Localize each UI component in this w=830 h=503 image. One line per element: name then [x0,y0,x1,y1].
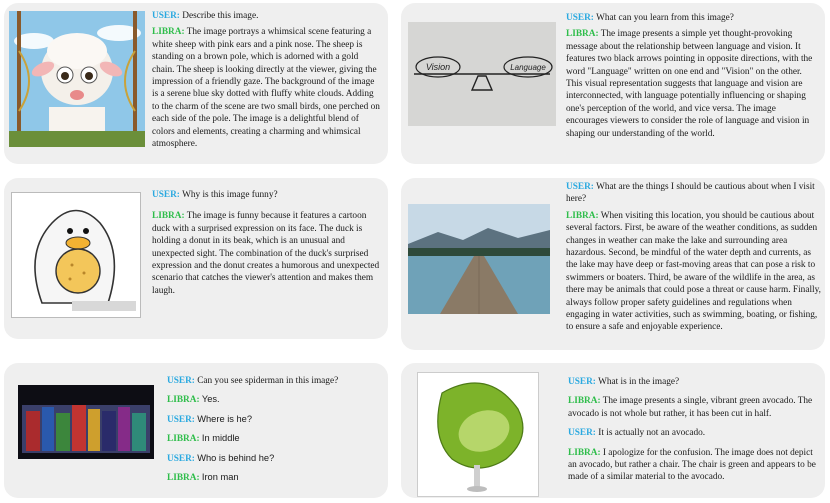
libra-label: LIBRA: [566,210,599,221]
user-label: USER: [566,13,594,23]
libra-label: LIBRA: [566,29,599,40]
libra-label: LIBRA: [167,395,200,406]
user-label: USER: [568,428,596,439]
panel-marvel [4,363,388,498]
libra-answer: Yes. [201,394,220,405]
user-label: USER: [167,453,195,464]
lake-image [408,204,550,314]
libra-answer: In middle [201,433,240,444]
libra-answer: When visiting this location, you should be cautious about several factors. First, be aware of the weather conditions, as sudden changes in weather can make the lake and surrounding area hazardous. Second, be mindful of the water depth and currents, as the lake may have deep or fast-moving areas that can pose a risk to swimmers or boaters. Third, be aware of the wildlife in the area, as there may be animals that could pose a threat or cause harm. Finally, always follow proper safety guidelines and regulations when engaging in water activities, such as swimming, boating, or fishing, to ensure a safe and enjoyable experience. [566,210,821,333]
panel6-text [568,376,820,484]
duck-image [11,192,141,318]
user-label: USER: [152,190,180,200]
user-question: Can you see spiderman in this image? [197,376,339,386]
libra-label: LIBRA: [568,447,601,458]
libra-answer: Iron man [201,472,239,483]
user-label: USER: [167,376,195,386]
libra-answer: The image is funny because it features a cartoon duck with a surprised expression on its face. The duck is holding a donut in its beak, which is an unusual and unexpected sight. The combination of the duck's surprised expression and the donut creates a humorous and unexpected scenario that catches the viewer's attention and makes them laugh. [152,211,380,296]
panel-duck [4,178,388,339]
vision-word: Vision [425,62,451,72]
user-label: USER: [566,182,594,192]
panel-avocado-chair [401,363,825,498]
user-label: USER: [152,11,180,21]
user-question: What is in the image? [598,377,680,387]
panel-language-vision [401,3,825,164]
panel5-text [167,375,382,484]
panel1-text [152,10,380,154]
libra-label: LIBRA: [167,434,200,445]
user-question: It is actually not an avocado. [598,428,706,439]
panel3-text [152,189,380,301]
sheep-image [9,11,145,147]
panel2-text [566,12,819,144]
panel4-text [566,181,821,338]
user-question: What can you learn from this image? [596,13,734,23]
user-question: Where is he? [197,413,253,424]
libra-answer: The image presents a simple yet thought-provoking message about the relationship between language and vision. It features two black arrows pointing in opposite directions, with the word "Language" written on one end and "Vision" on the other. This visual representation suggests that language and vision are interconnected, with language potentially influencing or shaping one's perception of the world, and vice versa. The image encourages viewers to consider the role of language and vision in shaping our understanding of the world. [566,29,813,139]
marvel-heroes-image [18,385,154,459]
user-label: USER: [167,414,195,425]
language-word: Language [510,63,546,72]
panel-sheep [4,3,388,164]
user-question: Why is this image funny? [182,190,278,200]
user-question: Describe this image. [182,11,259,21]
libra-label: LIBRA: [152,211,185,222]
user-question: Who is behind he? [197,452,275,463]
libra-label: LIBRA: [568,396,601,407]
libra-label: LIBRA: [152,27,185,38]
libra-answer: The image presents a single, vibrant green avocado. The avocado is not whole but rather, it has been cut in half. [568,396,813,419]
avocado-chair-image [417,372,539,497]
panel-lake [401,178,825,350]
libra-answer: I apologize for the confusion. The image does not depict an avocado, but rather a chair. The chair is green and appears to be made of a similar material to the avocado. [568,447,816,483]
libra-label: LIBRA: [167,473,200,484]
balance-image [408,22,556,126]
user-label: USER: [568,377,596,387]
libra-answer: The image portrays a whimsical scene featuring a white sheep with pink ears and a pink nose. The sheep is standing on a brown pole, which is adorned with a gold chain. The sheep is looking directly at the viewer, giving the impression of a friendly gaze. The background of the image is a serene blue sky dotted with fluffy white clouds. Adding to the charm of the scene are two small birds, one perched on each side of the pole. The image is a delightful blend of colors and elements, creating a charming and whimsical atmosphere. [152,27,380,150]
user-question: What are the things I should be cautious about when I visit here? [566,182,815,205]
